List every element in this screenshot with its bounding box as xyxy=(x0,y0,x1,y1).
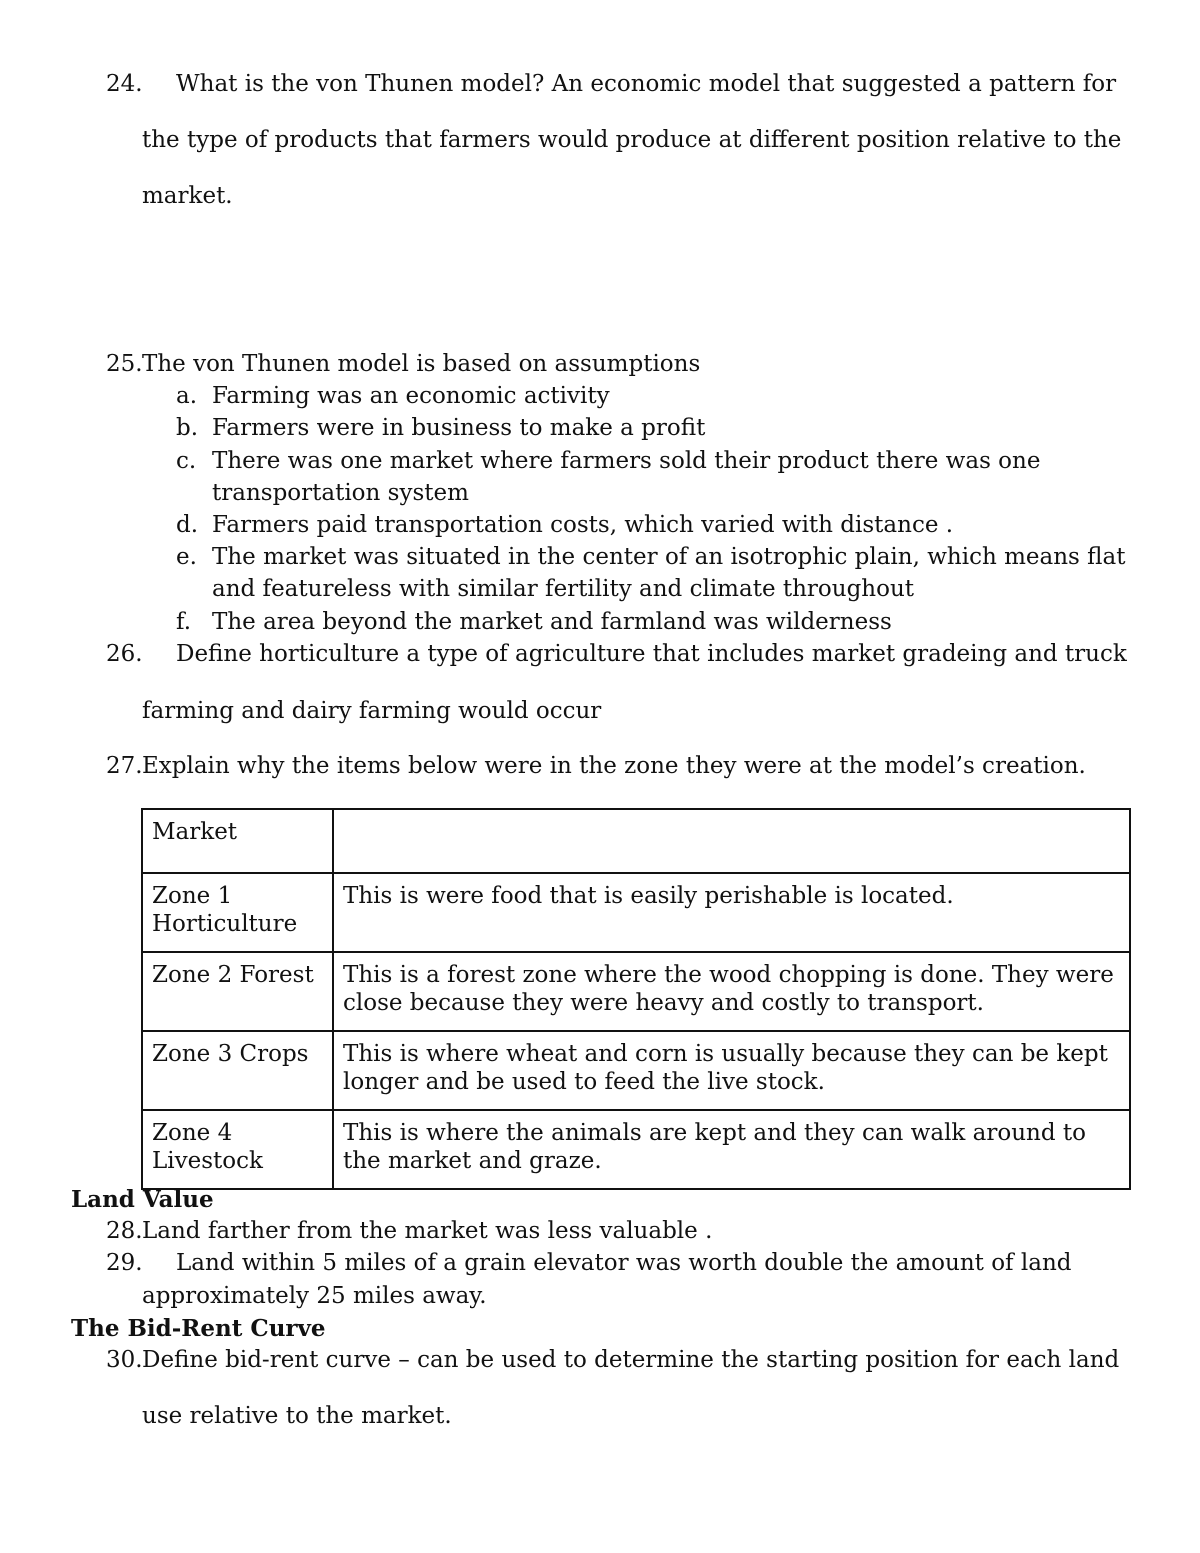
zone-label-cell xyxy=(142,1110,333,1189)
list-item-text: Farmers paid transportation costs, which varied with distance . xyxy=(212,512,954,538)
question-text-line: use relative to the market. xyxy=(142,1403,452,1429)
question-text-line: farming and dairy farming would occur xyxy=(142,698,602,724)
list-item-text: transportation system xyxy=(212,480,469,506)
question-text: Land farther from the market was less valuable . xyxy=(142,1218,713,1244)
zone-description: This is were food that is easily perishable is located. xyxy=(343,883,954,909)
zone-description-cell xyxy=(333,1110,1130,1189)
zone-label-cell xyxy=(142,952,333,1031)
question-number: 24. xyxy=(106,71,143,97)
list-marker: c. xyxy=(176,448,197,474)
question-text: The von Thunen model is based on assumptions xyxy=(142,351,701,377)
table-row xyxy=(142,809,1130,873)
question-number: 30. xyxy=(106,1347,143,1373)
table-row xyxy=(142,1031,1130,1110)
list-marker: f. xyxy=(176,609,192,635)
question-number: 27. xyxy=(106,753,143,779)
zone-label: Zone 1 Horticulture xyxy=(152,883,298,937)
list-item-text: The market was situated in the center of an isotrophic plain, which means flat xyxy=(212,544,1126,570)
zone-description-cell xyxy=(333,809,1130,873)
list-marker: d. xyxy=(176,512,199,538)
list-item-text: Farmers were in business to make a profit xyxy=(212,415,706,441)
zone-label: Zone 3 Crops xyxy=(152,1041,309,1067)
list-marker: b. xyxy=(176,415,199,441)
question-text-line: the type of products that farmers would produce at different position relative to the xyxy=(142,127,1122,153)
question-text-line: Define horticulture a type of agriculture that includes market gradeing and truck xyxy=(176,641,1127,667)
question-text-line: What is the von Thunen model? An economic model that suggested a pattern for xyxy=(176,71,1117,97)
zone-label: Market xyxy=(152,819,238,845)
list-item-text: There was one market where farmers sold their product there was one xyxy=(212,448,1041,474)
zone-description-cell xyxy=(333,952,1130,1031)
table-row xyxy=(142,873,1130,952)
zone-description: This is a forest zone where the wood chopping is done. They were close because they were heavy and costly to transport. xyxy=(343,962,1114,1016)
question-text-line: Land within 5 miles of a grain elevator was worth double the amount of land xyxy=(176,1250,1072,1276)
question-text-line: market. xyxy=(142,183,233,209)
question-number: 26. xyxy=(106,641,143,667)
zone-label: Zone 2 Forest xyxy=(152,962,314,988)
question-text: Explain why the items below were in the zone they were at the model’s creation. xyxy=(142,753,1086,779)
zone-table xyxy=(141,808,1131,1190)
list-marker: a. xyxy=(176,383,198,409)
zone-description: This is where the animals are kept and they can walk around to the market and graze. xyxy=(343,1120,1086,1174)
zone-description-cell xyxy=(333,873,1130,952)
question-number: 28. xyxy=(106,1218,143,1244)
list-item-text: Farming was an economic activity xyxy=(212,383,610,409)
section-heading: The Bid-Rent Curve xyxy=(71,1315,326,1342)
question-number: 29. xyxy=(106,1250,143,1276)
table-row xyxy=(142,952,1130,1031)
zone-label: Zone 4 Livestock xyxy=(152,1120,263,1174)
question-text-line: Define bid-rent curve – can be used to determine the starting position for each land xyxy=(142,1347,1120,1373)
section-heading: Land Value xyxy=(71,1186,214,1213)
question-number: 25. xyxy=(106,351,143,377)
list-marker: e. xyxy=(176,544,197,570)
zone-description: This is where wheat and corn is usually because they can be kept longer and be used to feed the live stock. xyxy=(343,1041,1108,1095)
zone-label-cell xyxy=(142,873,333,952)
list-item-text: and featureless with similar fertility and climate throughout xyxy=(212,576,915,602)
zone-description-cell xyxy=(333,1031,1130,1110)
question-text-line: approximately 25 miles away. xyxy=(142,1283,487,1309)
table-row xyxy=(142,1110,1130,1189)
zone-label-cell xyxy=(142,809,333,873)
zone-label-cell xyxy=(142,1031,333,1110)
list-item-text: The area beyond the market and farmland was wilderness xyxy=(212,609,892,635)
